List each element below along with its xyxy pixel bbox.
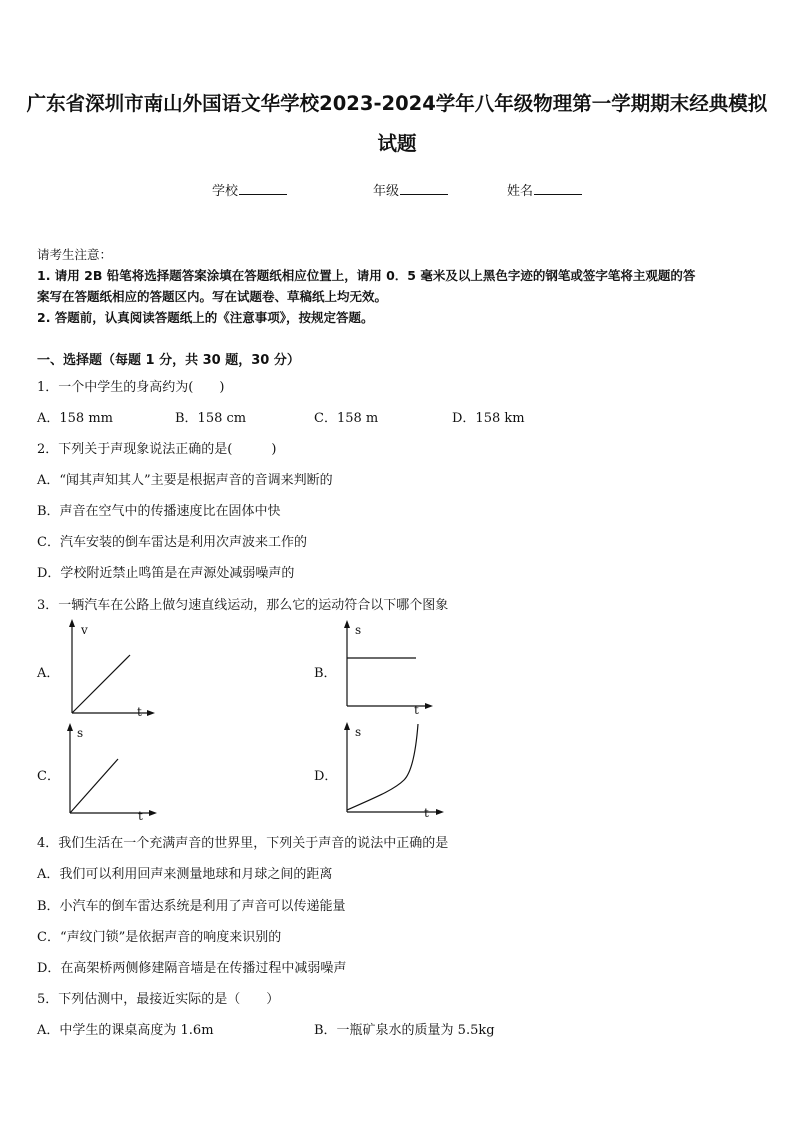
q5-option-a: A．中学生的课桌高度为 1.6m: [37, 1023, 214, 1038]
q3-option-c-label: C．: [37, 769, 60, 784]
q2-option-c: C．汽车安装的倒车雷达是利用次声波来工作的: [37, 535, 307, 550]
school-blank[interactable]: [239, 182, 287, 195]
notice-item-1: 1. 请用 2B 铅笔将选择题答案涂填在答题纸相应位置上，请用 0．5 毫米及以上黑色字迹的钢笔或签字笔将主观题的答: [37, 268, 696, 283]
q3-graph-b: [334, 618, 434, 716]
q5-option-b: B．一瓶矿泉水的质量为 5.5kg: [314, 1023, 495, 1038]
y-axis-arrow: [69, 619, 75, 627]
q2-option-d: D．学校附近禁止鸣笛是在声源处减弱噪声的: [37, 566, 295, 581]
q4-option-c: C．“声纹门锁”是依据声音的响度来识别的: [37, 930, 282, 945]
name-field: [507, 180, 582, 199]
graph-line: [72, 655, 130, 713]
y-axis-label: s: [77, 726, 84, 740]
q5-stem: 5．下列估测中，最接近实际的是（ ）: [37, 992, 280, 1007]
x-axis-label: t: [424, 806, 429, 820]
q2-stem: 2．下列关于声现象说法正确的是( ): [37, 442, 277, 457]
q4-option-a: A．我们可以利用回声来测量地球和月球之间的距离: [37, 867, 333, 882]
exam-title-continued: 试题: [377, 132, 417, 155]
q3-graph-c: [58, 721, 158, 821]
q2-option-a: A．“闻其声知其人”主要是根据声音的音调来判断的: [37, 473, 333, 488]
q3-option-d-label: D．: [314, 769, 338, 784]
exam-title: 广东省深圳市南山外国语文华学校2023-2024学年八年级物理第一学期期末经典模拟: [26, 92, 768, 115]
y-axis-label: s: [355, 623, 362, 637]
y-axis-arrow: [344, 722, 350, 730]
name-label: 姓名: [507, 184, 534, 199]
grade-label: 年级: [373, 184, 400, 199]
x-axis-arrow: [436, 809, 444, 815]
q1-option-c: C．158 m: [314, 411, 379, 426]
x-axis-arrow: [147, 710, 155, 716]
q3-option-a-label: A．: [37, 666, 60, 681]
q3-stem: 3．一辆汽车在公路上做匀速直线运动，那么它的运动符合以下哪个图象: [37, 598, 449, 613]
x-axis-label: t: [137, 705, 142, 719]
q1-option-d: D．158 km: [452, 411, 525, 426]
graph-line: [70, 759, 118, 813]
q3-graph-d: [334, 720, 446, 820]
x-axis-label: t: [138, 809, 143, 821]
y-axis-label: v: [81, 623, 88, 637]
q3-option-b-label: B．: [314, 666, 337, 681]
notice-item-2: 2. 答题前，认真阅读答题纸上的《注意事项》，按规定答题。: [37, 310, 374, 325]
y-axis-arrow: [344, 620, 350, 628]
x-axis-arrow: [149, 810, 157, 816]
q1-option-a: A．158 mm: [37, 411, 113, 426]
q4-stem: 4．我们生活在一个充满声音的世界里，下列关于声音的说法中正确的是: [37, 836, 449, 851]
grade-field: [373, 180, 448, 199]
y-axis-arrow: [67, 723, 73, 731]
x-axis-arrow: [425, 703, 433, 709]
notice-item-1-cont: 案写在答题纸相应的答题区内。写在试题卷、草稿纸上均无效。: [37, 289, 388, 304]
school-label: 学校: [212, 184, 239, 199]
x-axis-label: t: [414, 703, 419, 716]
grade-blank[interactable]: [400, 182, 448, 195]
q2-option-b: B．声音在空气中的传播速度比在固体中快: [37, 504, 281, 519]
q1-option-b: B．158 cm: [175, 411, 247, 426]
y-axis-label: s: [355, 725, 362, 739]
school-field: [212, 180, 287, 199]
q4-option-d: D．在高架桥两侧修建隔音墙是在传播过程中减弱噪声: [37, 961, 347, 976]
notice-heading: 请考生注意：: [37, 247, 113, 262]
q3-graph-a: [58, 617, 156, 719]
q1-stem: 1．一个中学生的身高约为( ): [37, 380, 225, 395]
name-blank[interactable]: [534, 182, 582, 195]
section-title: 一、选择题（每题 1 分，共 30 题，30 分）: [37, 353, 300, 368]
q4-option-b: B．小汽车的倒车雷达系统是利用了声音可以传递能量: [37, 899, 346, 914]
